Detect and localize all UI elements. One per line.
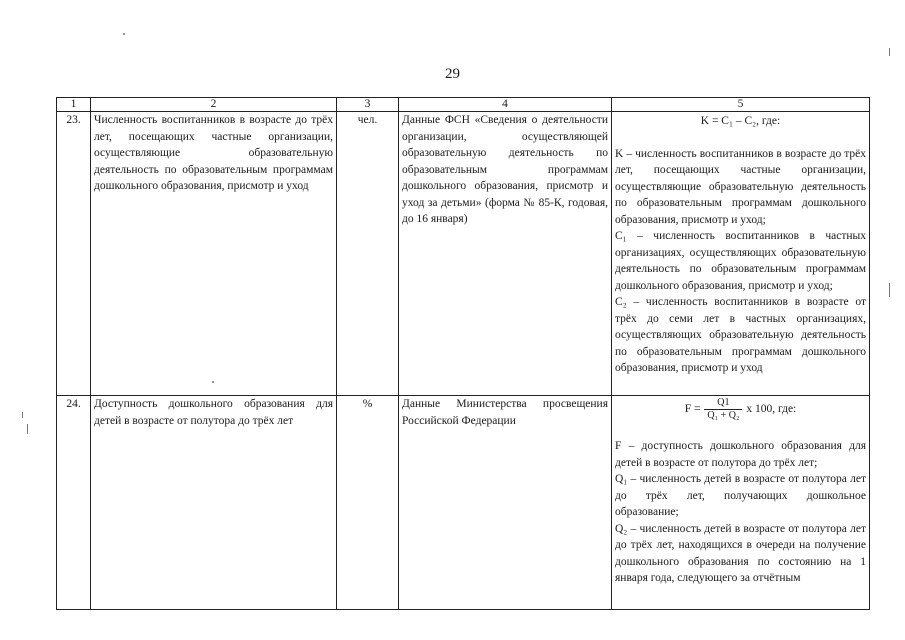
page-number: 29 — [445, 66, 460, 82]
calculation-method — [612, 396, 870, 610]
formula — [615, 397, 866, 422]
header-row — [57, 98, 870, 112]
scan-mark — [22, 412, 23, 418]
formula-numerator: Q1 — [704, 397, 742, 410]
header-cell: 2 — [91, 98, 337, 112]
definition: F – доступность дошкольного образования для детей в возрасте от полутора до трёх лет; — [615, 440, 866, 469]
row-number: 24. — [57, 396, 91, 610]
scan-mark — [889, 48, 890, 56]
unit: чел. — [337, 112, 399, 396]
scan-speck — [212, 381, 214, 383]
calculation-method — [612, 112, 870, 396]
scan-speck — [123, 33, 125, 35]
formula-denominator: Q₁ + Q₂ — [707, 410, 740, 421]
formula-rhs: x 100, где: — [746, 403, 797, 416]
table-row — [57, 396, 870, 610]
header-cell: 3 — [337, 98, 399, 112]
definition: Q₂ – численность детей в возрасте от полутора лет до трёх лет, находящихся в очереди на получение дошкольного образования по состоянию на 1 января года, следующего за отчётным — [615, 522, 866, 584]
scan-mark — [27, 424, 28, 434]
header-cell: 1 — [57, 98, 91, 112]
formula-lhs: F = — [684, 403, 701, 416]
indicator-name: Численность воспитанников в возрасте до трёх лет, посещающих частные организации, осуществляющие образовательную деятельность по образовательным программам дошкольного образования, присмотр и уход — [91, 112, 337, 396]
formula-fraction — [704, 397, 742, 422]
definition: C₁ – численность воспитанников в частных организациях, осуществляющих образовательную деятельность по образовательным программам дошкольного образования, присмотр и уход; — [615, 230, 866, 292]
indicator-table — [56, 97, 870, 610]
row-number: 23. — [57, 112, 91, 396]
header-cell: 5 — [612, 98, 870, 112]
definition: K – численность воспитанников в возрасте до трёх лет, посещающих частные организации, осуществляющие образовательную деятельность по образовательным программам дошкольного образования, присмотр и уход; — [615, 147, 866, 226]
data-source: Данные Министерства просвещения Российской Федерации — [399, 396, 612, 610]
formula: K = C₁ – C₂, где: — [700, 115, 781, 127]
unit: % — [337, 396, 399, 610]
header-cell: 4 — [399, 98, 612, 112]
definition: C₂ – численность воспитанников в возрасте от трёх до семи лет в частных организациях, осуществляющих образовательную деятельность по образовательным программам дошкольного образования, присмотр и уход — [615, 296, 866, 374]
data-source: Данные ФСН «Сведения о деятельности организации, осуществляющей образовательную деятельность по образовательным программам дошкольного образования, присмотр и уход за детьми» (форма № 85-К, годовая, до 16 января) — [399, 112, 612, 396]
scan-mark — [889, 283, 890, 297]
table-row — [57, 112, 870, 396]
definition: Q₁ – численность детей в возрасте от полутора лет до трёх лет, получающих дошкольное образование; — [615, 473, 866, 518]
indicator-name: Доступность дошкольного образования для детей в возрасте от полутора до трёх лет — [91, 396, 337, 610]
